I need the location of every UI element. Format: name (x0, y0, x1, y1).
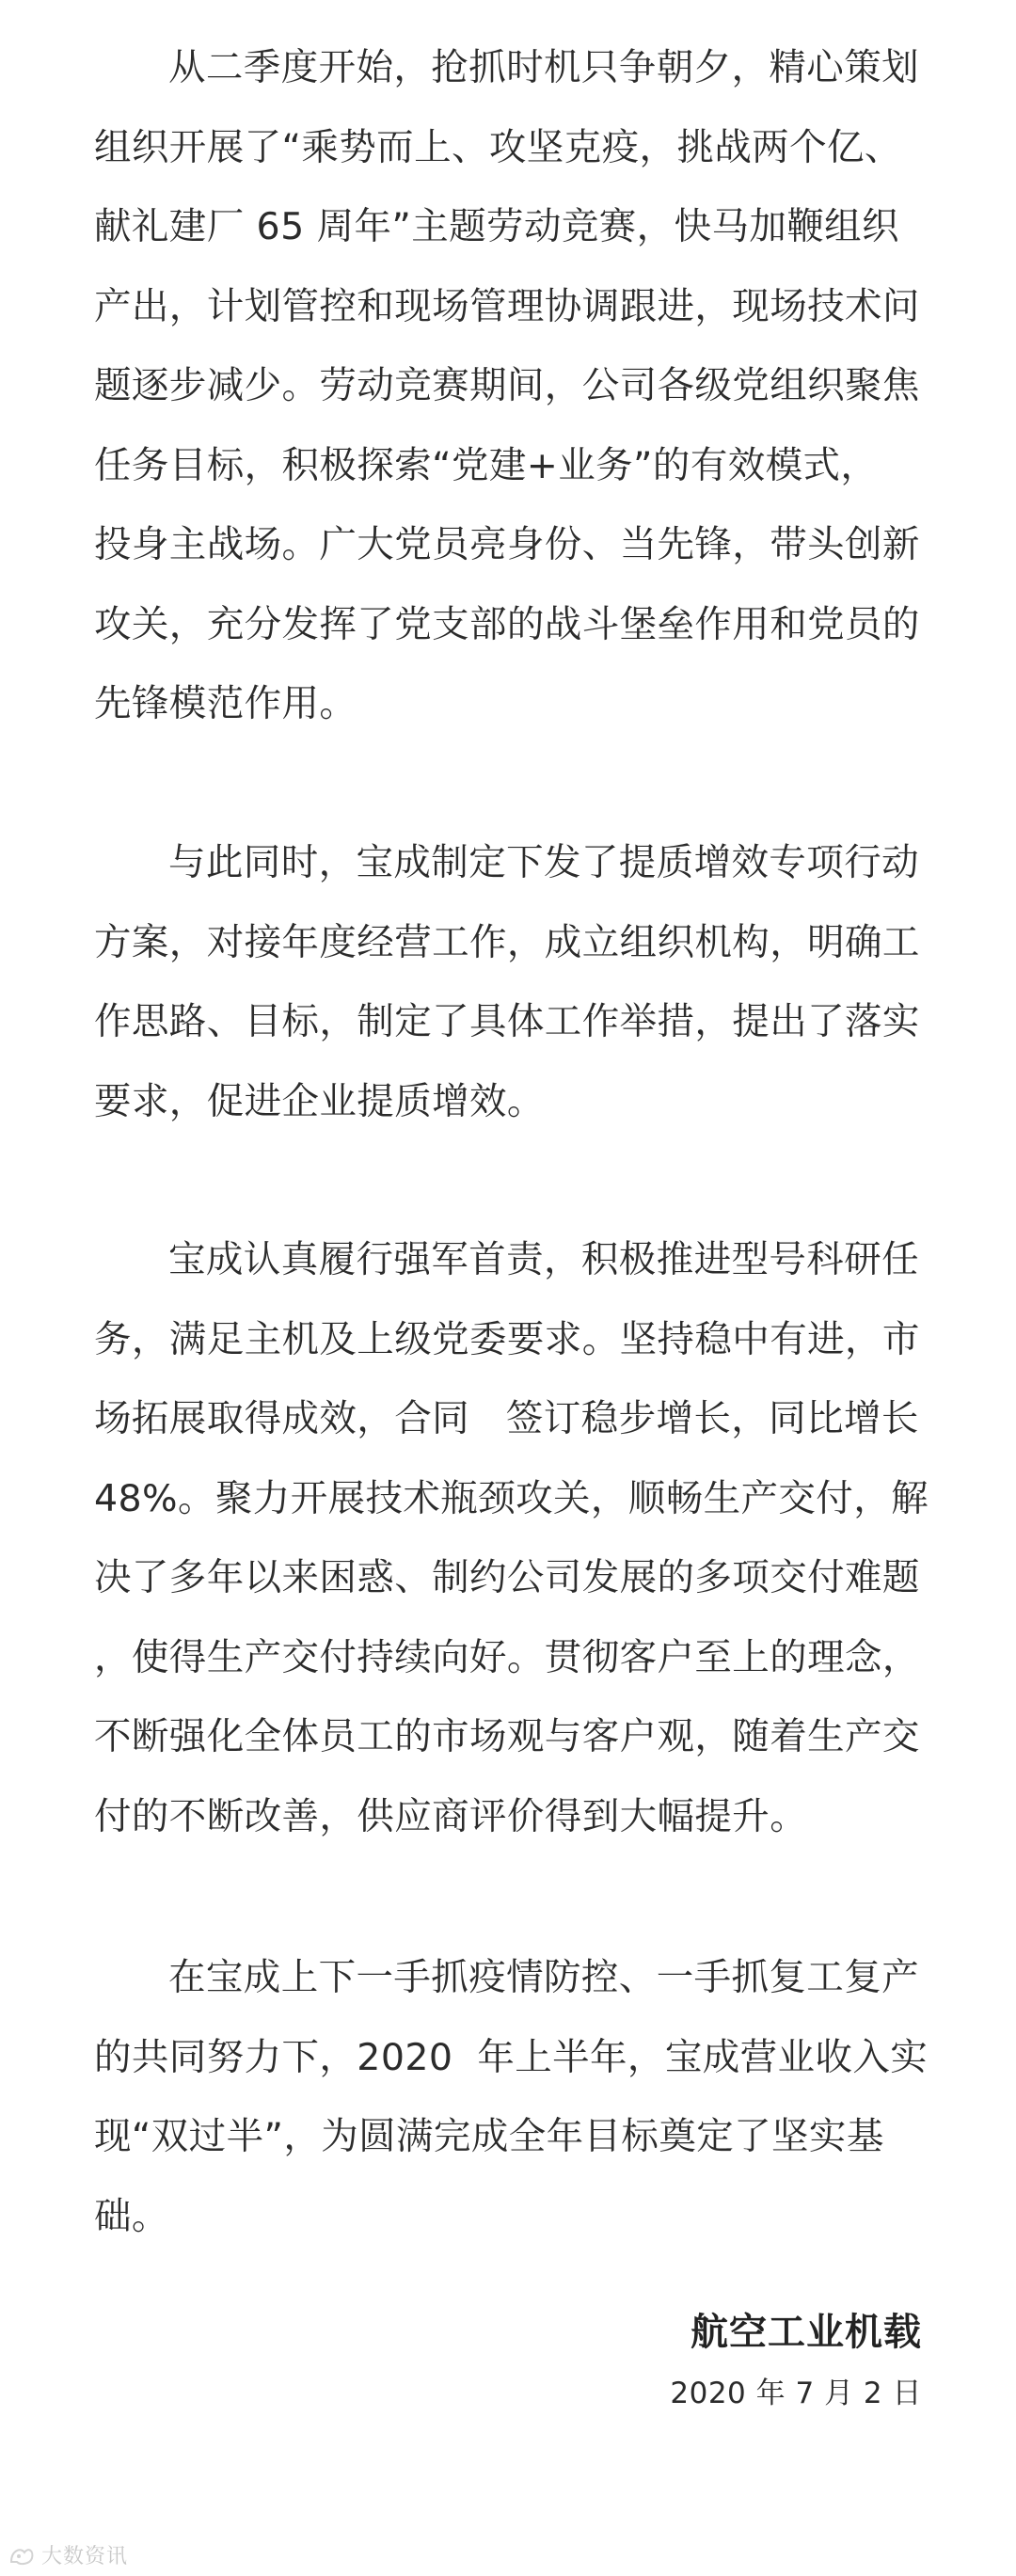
signature-organization: 航空工业机载 (691, 2311, 922, 2354)
text-line: 不断强化全体员工的市场观与客户观，随着生产交 (94, 1715, 920, 1758)
paragraph-half-year-result (94, 1938, 928, 2256)
text-line: 攻关，充分发挥了党支部的战斗堡垒作用和党员的 (94, 602, 920, 646)
watermark-logo-icon (8, 2543, 36, 2568)
text-line: 付的不断改善，供应商评价得到大幅提升。 (94, 1794, 808, 1838)
text-line: 48%。聚力开展技术瓶颈攻关，顺畅生产交付，解 (94, 1476, 929, 1520)
text-line: 务，满足主机及上级党委要求。坚持稳中有进，市 (94, 1317, 920, 1361)
text-line: 在宝成上下一手抓疫情防控、一手抓复工复产 (168, 1956, 919, 1999)
text-line: 从二季度开始，抢抓时机只争朝夕，精心策划 (168, 46, 919, 89)
signature-block (670, 2299, 922, 2422)
paragraph-quality-efficiency (94, 823, 920, 1141)
text-line: 组织开展了“乘势而上、攻坚克疫，挑战两个亿、 (94, 125, 902, 169)
text-line: 先锋模范作用。 (94, 682, 357, 725)
text-line: 宝成认真履行强军首责，积极推进型号科研任 (168, 1238, 919, 1281)
text-line: 础。 (94, 2194, 169, 2238)
text-line: 与此同时，宝成制定下发了提质增效专项行动 (168, 841, 919, 884)
paragraph-labor-competition (94, 28, 920, 744)
text-line: 任务目标，积极探索“党建+业务”的有效模式， (94, 443, 879, 487)
watermark (8, 2540, 128, 2569)
text-line: 要求，促进企业提质增效。 (94, 1079, 545, 1123)
text-line: 投身主战场。广大党员亮身份、当先锋，带头创新 (94, 523, 920, 566)
text-line: 题逐步减少。劳动竞赛期间，公司各级党组织聚焦 (94, 364, 920, 407)
watermark-text: 大数资讯 (41, 2545, 129, 2568)
text-line: 产出，计划管控和现场管理协调跟进，现场技术问 (94, 284, 920, 328)
text-line: 献礼建厂 65 周年”主题劳动竞赛，快马加鞭组织 (94, 205, 899, 248)
text-line: 决了多年以来困惑、制约公司发展的多项交付难题 (94, 1556, 920, 1599)
text-line: 场拓展取得成效，合同 签订稳步增长，同比增长 (94, 1397, 919, 1440)
text-line: 的共同努力下，2020 年上半年，宝成营业收入实 (94, 2035, 929, 2079)
text-line: 现“双过半”，为圆满完成全年目标奠定了坚实基 (94, 2115, 884, 2158)
signature-date: 2020 年 7 月 2 日 (670, 2377, 922, 2410)
text-line: 方案，对接年度经营工作，成立组织机构，明确工 (94, 920, 920, 964)
paragraph-military-responsibility (94, 1220, 929, 1856)
text-line: ，使得生产交付持续向好。贯彻客户至上的理念， (94, 1635, 920, 1679)
text-line: 作思路、目标，制定了具体工作举措，提出了落实 (94, 1000, 920, 1043)
